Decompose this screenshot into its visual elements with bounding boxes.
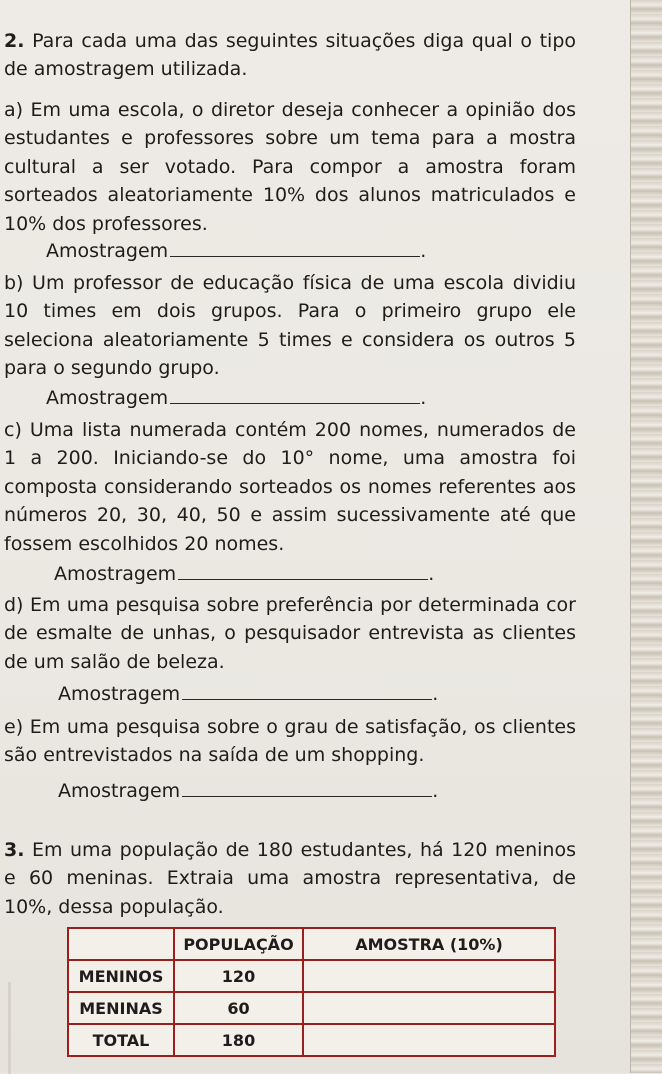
- sample-table: [67, 927, 556, 1057]
- question-2-prompt: 2. Para cada uma das seguintes situações diga qual o tipo de amostragem utilizada.: [4, 30, 576, 81]
- item-e-text: e) Em uma pesquisa sobre o grau de satisfação, os clientes são entrevistados na saída de um shopping.: [4, 716, 576, 767]
- item-e-answer: Amostragem .: [58, 780, 439, 802]
- question-2-number: 2.: [4, 30, 25, 52]
- question-3-prompt: 3. Em uma população de 180 estudantes, há 120 meninos e 60 meninas. Extraia uma amostra representativa, de 10%, dessa população.: [4, 839, 576, 918]
- item-d-blank[interactable]: [182, 681, 432, 700]
- table-header-cell: [68, 928, 174, 960]
- item-c-text: c) Uma lista numerada contém 200 nomes, numerados de 1 a 200. Iniciando-se do 10° nome, uma amostra foi composta considerando sorteados os nomes referentes aos números 20, 30, 40, 50 e assim sucessivamente até que fossem escolhidos 20 nomes.: [4, 419, 576, 555]
- item-a-answer: Amostragem .: [46, 240, 427, 262]
- item-b-text: b) Um professor de educação física de uma escola dividiu 10 times em dois grupos. Para o primeiro grupo ele seleciona aleatoriamente 5 times e considera os outros 5 para o segundo grupo.: [4, 272, 576, 380]
- row-label: MENINOS: [68, 960, 174, 992]
- table-row: [68, 1024, 555, 1056]
- item-c-blank[interactable]: [178, 561, 428, 580]
- item-a-blank[interactable]: [170, 238, 420, 257]
- amostra-cell[interactable]: [303, 1024, 555, 1056]
- amostra-cell[interactable]: [303, 960, 555, 992]
- populacao-cell: 60: [174, 992, 303, 1024]
- table-header-row: [68, 928, 555, 960]
- item-a-text: a) Em uma escola, o diretor deseja conhecer a opinião dos estudantes e professores sobre um tema para a mostra cultural a ser votado. Para compor a amostra foram sorteados aleatoriamente 10% dos alunos matriculados e 10% dos professores.: [4, 99, 576, 235]
- table-row: [68, 960, 555, 992]
- item-c-answer: Amostragem .: [54, 563, 435, 585]
- table-row: [68, 992, 555, 1024]
- item-b-answer: Amostragem .: [46, 387, 427, 409]
- row-label: TOTAL: [68, 1024, 174, 1056]
- populacao-cell: 180: [174, 1024, 303, 1056]
- margin-line: [8, 982, 11, 1074]
- item-b-blank[interactable]: [170, 385, 420, 404]
- item-d-text: d) Em uma pesquisa sobre preferência por determinada cor de esmalte de unhas, o pesquisador entrevista as clientes de um salão de beleza.: [4, 594, 576, 673]
- question-3-number: 3.: [4, 839, 25, 861]
- row-label: MENINAS: [68, 992, 174, 1024]
- amostra-cell[interactable]: [303, 992, 555, 1024]
- populacao-cell: 120: [174, 960, 303, 992]
- table-header-cell: POPULAÇÃO: [174, 928, 303, 960]
- table-header-cell: AMOSTRA (10%): [303, 928, 555, 960]
- item-d-answer: Amostragem .: [58, 683, 439, 705]
- item-e-blank[interactable]: [182, 778, 432, 797]
- page-edge: [630, 0, 662, 1073]
